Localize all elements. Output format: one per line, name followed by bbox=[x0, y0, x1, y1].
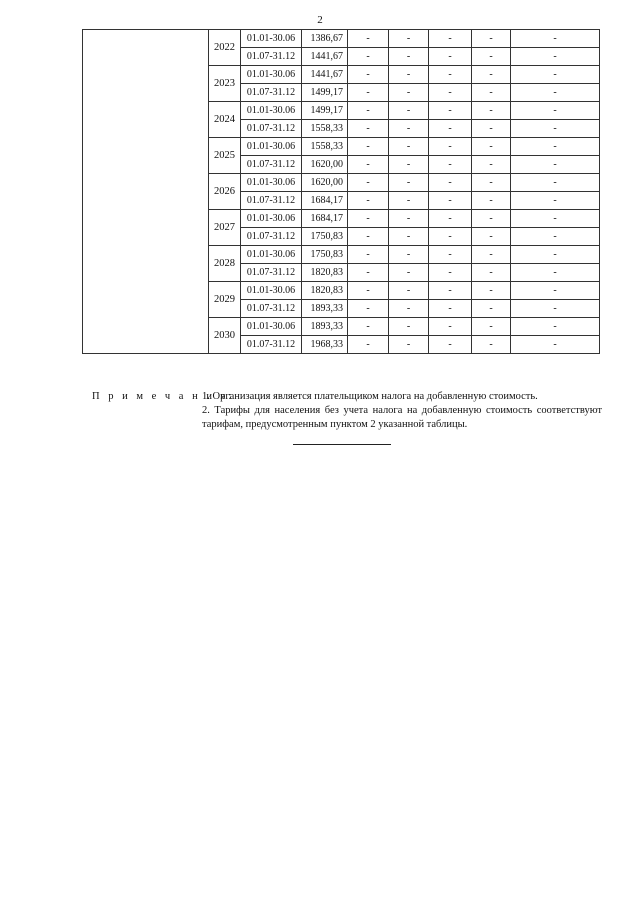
tariff-table-body bbox=[83, 30, 600, 354]
dash-cell: - bbox=[472, 264, 511, 282]
dash-cell: - bbox=[511, 156, 600, 174]
dash-cell: - bbox=[511, 174, 600, 192]
year-cell: 2030 bbox=[209, 318, 241, 354]
dash-cell: - bbox=[389, 30, 429, 48]
dash-cell: - bbox=[472, 246, 511, 264]
dash-cell: - bbox=[348, 66, 389, 84]
dash-cell: - bbox=[511, 210, 600, 228]
dash-cell: - bbox=[472, 210, 511, 228]
dash-cell: - bbox=[389, 282, 429, 300]
period-cell: 01.01-30.06 bbox=[241, 318, 302, 336]
tariff-value-cell: 1820,83 bbox=[302, 264, 348, 282]
period-cell: 01.07-31.12 bbox=[241, 228, 302, 246]
dash-cell: - bbox=[348, 48, 389, 66]
dash-cell: - bbox=[429, 336, 472, 354]
dash-cell: - bbox=[511, 336, 600, 354]
year-cell: 2022 bbox=[209, 30, 241, 66]
tariff-value-cell: 1820,83 bbox=[302, 282, 348, 300]
dash-cell: - bbox=[511, 282, 600, 300]
closing-divider bbox=[293, 444, 391, 445]
dash-cell: - bbox=[389, 318, 429, 336]
dash-cell: - bbox=[511, 228, 600, 246]
dash-cell: - bbox=[389, 138, 429, 156]
tariff-value-cell: 1968,33 bbox=[302, 336, 348, 354]
dash-cell: - bbox=[429, 66, 472, 84]
dash-cell: - bbox=[429, 246, 472, 264]
dash-cell: - bbox=[472, 102, 511, 120]
dash-cell: - bbox=[511, 318, 600, 336]
dash-cell: - bbox=[389, 120, 429, 138]
dash-cell: - bbox=[472, 120, 511, 138]
dash-cell: - bbox=[429, 210, 472, 228]
year-cell: 2024 bbox=[209, 102, 241, 138]
period-cell: 01.01-30.06 bbox=[241, 246, 302, 264]
dash-cell: - bbox=[389, 228, 429, 246]
dash-cell: - bbox=[348, 156, 389, 174]
tariff-value-cell: 1684,17 bbox=[302, 192, 348, 210]
tariff-value-cell: 1620,00 bbox=[302, 174, 348, 192]
dash-cell: - bbox=[429, 318, 472, 336]
period-cell: 01.07-31.12 bbox=[241, 120, 302, 138]
dash-cell: - bbox=[472, 156, 511, 174]
dash-cell: - bbox=[429, 84, 472, 102]
period-cell: 01.01-30.06 bbox=[241, 30, 302, 48]
period-cell: 01.01-30.06 bbox=[241, 210, 302, 228]
notes-label: П р и м е ч а н и я: bbox=[92, 391, 235, 402]
dash-cell: - bbox=[389, 300, 429, 318]
dash-cell: - bbox=[511, 246, 600, 264]
dash-cell: - bbox=[389, 174, 429, 192]
tariff-value-cell: 1684,17 bbox=[302, 210, 348, 228]
period-cell: 01.01-30.06 bbox=[241, 66, 302, 84]
dash-cell: - bbox=[511, 138, 600, 156]
dash-cell: - bbox=[389, 264, 429, 282]
dash-cell: - bbox=[389, 156, 429, 174]
period-cell: 01.07-31.12 bbox=[241, 48, 302, 66]
dash-cell: - bbox=[429, 282, 472, 300]
dash-cell: - bbox=[511, 300, 600, 318]
tariff-value-cell: 1441,67 bbox=[302, 66, 348, 84]
period-cell: 01.01-30.06 bbox=[241, 282, 302, 300]
dash-cell: - bbox=[348, 300, 389, 318]
dash-cell: - bbox=[348, 174, 389, 192]
dash-cell: - bbox=[472, 336, 511, 354]
dash-cell: - bbox=[348, 138, 389, 156]
dash-cell: - bbox=[348, 228, 389, 246]
dash-cell: - bbox=[348, 210, 389, 228]
dash-cell: - bbox=[429, 174, 472, 192]
dash-cell: - bbox=[472, 282, 511, 300]
organization-cell bbox=[83, 30, 209, 354]
dash-cell: - bbox=[472, 192, 511, 210]
dash-cell: - bbox=[472, 66, 511, 84]
dash-cell: - bbox=[511, 48, 600, 66]
dash-cell: - bbox=[511, 102, 600, 120]
period-cell: 01.07-31.12 bbox=[241, 84, 302, 102]
dash-cell: - bbox=[348, 264, 389, 282]
dash-cell: - bbox=[429, 138, 472, 156]
dash-cell: - bbox=[472, 138, 511, 156]
year-cell: 2023 bbox=[209, 66, 241, 102]
dash-cell: - bbox=[511, 192, 600, 210]
dash-cell: - bbox=[429, 228, 472, 246]
dash-cell: - bbox=[472, 30, 511, 48]
dash-cell: - bbox=[389, 102, 429, 120]
dash-cell: - bbox=[348, 246, 389, 264]
note-item-2: 2. Тарифы для населения без учета налога на добавленную стоимость соответствуют тарифам, предусмотренным пунктом 2 указанной таблицы. bbox=[202, 405, 602, 430]
dash-cell: - bbox=[389, 336, 429, 354]
notes-body bbox=[202, 390, 602, 432]
tariff-value-cell: 1441,67 bbox=[302, 48, 348, 66]
dash-cell: - bbox=[348, 84, 389, 102]
table-row bbox=[83, 30, 600, 48]
dash-cell: - bbox=[389, 246, 429, 264]
dash-cell: - bbox=[348, 192, 389, 210]
tariff-table bbox=[82, 29, 600, 354]
dash-cell: - bbox=[511, 264, 600, 282]
period-cell: 01.07-31.12 bbox=[241, 300, 302, 318]
dash-cell: - bbox=[511, 84, 600, 102]
dash-cell: - bbox=[429, 192, 472, 210]
tariff-value-cell: 1386,67 bbox=[302, 30, 348, 48]
year-cell: 2025 bbox=[209, 138, 241, 174]
year-cell: 2027 bbox=[209, 210, 241, 246]
period-cell: 01.07-31.12 bbox=[241, 264, 302, 282]
tariff-value-cell: 1893,33 bbox=[302, 300, 348, 318]
year-cell: 2029 bbox=[209, 282, 241, 318]
dash-cell: - bbox=[472, 318, 511, 336]
dash-cell: - bbox=[389, 66, 429, 84]
tariff-value-cell: 1893,33 bbox=[302, 318, 348, 336]
period-cell: 01.01-30.06 bbox=[241, 138, 302, 156]
dash-cell: - bbox=[389, 210, 429, 228]
dash-cell: - bbox=[511, 120, 600, 138]
dash-cell: - bbox=[429, 300, 472, 318]
period-cell: 01.01-30.06 bbox=[241, 174, 302, 192]
dash-cell: - bbox=[348, 336, 389, 354]
tariff-value-cell: 1558,33 bbox=[302, 120, 348, 138]
dash-cell: - bbox=[429, 102, 472, 120]
tariff-value-cell: 1620,00 bbox=[302, 156, 348, 174]
dash-cell: - bbox=[472, 84, 511, 102]
dash-cell: - bbox=[348, 318, 389, 336]
dash-cell: - bbox=[472, 300, 511, 318]
dash-cell: - bbox=[472, 228, 511, 246]
period-cell: 01.07-31.12 bbox=[241, 156, 302, 174]
dash-cell: - bbox=[389, 84, 429, 102]
dash-cell: - bbox=[429, 120, 472, 138]
tariff-value-cell: 1750,83 bbox=[302, 246, 348, 264]
dash-cell: - bbox=[348, 120, 389, 138]
dash-cell: - bbox=[429, 48, 472, 66]
tariff-value-cell: 1750,83 bbox=[302, 228, 348, 246]
tariff-value-cell: 1499,17 bbox=[302, 84, 348, 102]
year-cell: 2028 bbox=[209, 246, 241, 282]
dash-cell: - bbox=[429, 156, 472, 174]
note-item-1: 1. Организация является плательщиком налога на добавленную стоимость. bbox=[202, 391, 538, 402]
dash-cell: - bbox=[511, 66, 600, 84]
dash-cell: - bbox=[389, 192, 429, 210]
dash-cell: - bbox=[348, 102, 389, 120]
dash-cell: - bbox=[389, 48, 429, 66]
dash-cell: - bbox=[472, 48, 511, 66]
dash-cell: - bbox=[429, 30, 472, 48]
dash-cell: - bbox=[429, 264, 472, 282]
dash-cell: - bbox=[348, 30, 389, 48]
page-number: 2 bbox=[317, 14, 323, 26]
period-cell: 01.01-30.06 bbox=[241, 102, 302, 120]
period-cell: 01.07-31.12 bbox=[241, 336, 302, 354]
tariff-value-cell: 1499,17 bbox=[302, 102, 348, 120]
period-cell: 01.07-31.12 bbox=[241, 192, 302, 210]
year-cell: 2026 bbox=[209, 174, 241, 210]
tariff-value-cell: 1558,33 bbox=[302, 138, 348, 156]
dash-cell: - bbox=[511, 30, 600, 48]
dash-cell: - bbox=[472, 174, 511, 192]
dash-cell: - bbox=[348, 282, 389, 300]
